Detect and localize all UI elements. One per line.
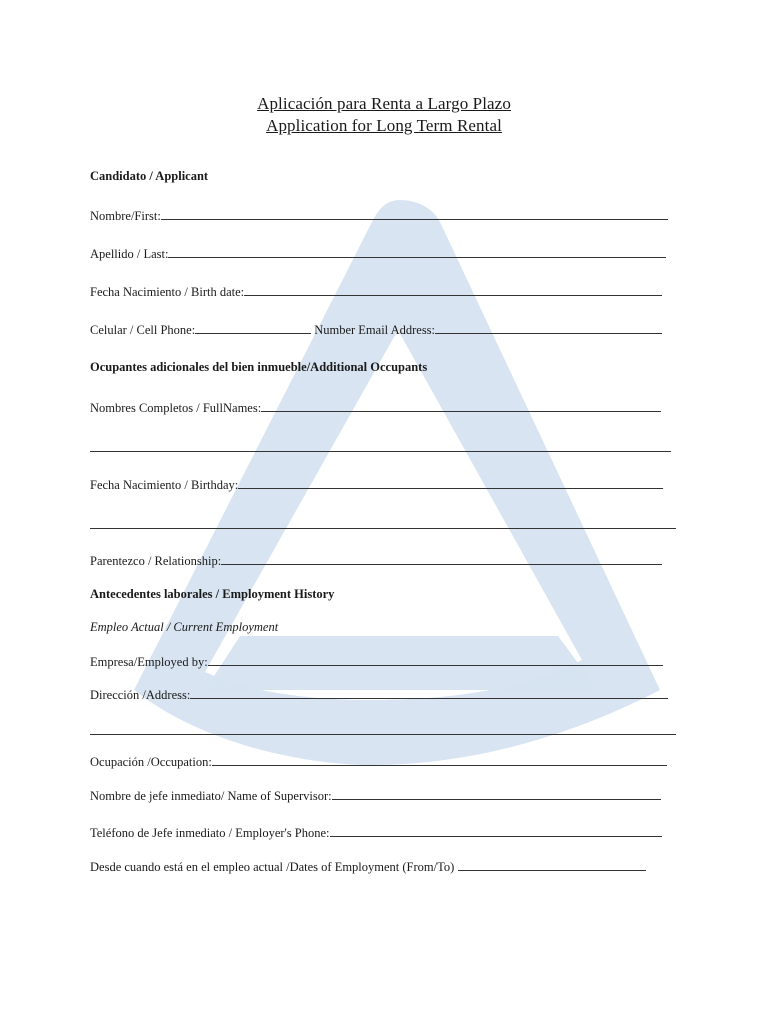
first-name-field: [90, 207, 668, 225]
last-name-input[interactable]: [168, 245, 666, 258]
address-label: Dirección /Address:: [90, 688, 191, 702]
email-label: Number Email Address:: [314, 323, 436, 337]
supervisor-field: [90, 787, 661, 805]
cell-phone-label: Celular / Cell Phone:: [90, 323, 196, 337]
birth-date-field: [90, 283, 662, 301]
birthday-label: Fecha Nacimiento / Birthday:: [90, 478, 239, 492]
subsection-current-employment: Empleo Actual / Current Employment: [90, 620, 279, 634]
relationship-input[interactable]: [221, 552, 662, 565]
relationship-label: Parentezco / Relationship:: [90, 554, 222, 568]
email-input[interactable]: [435, 321, 662, 334]
full-names-input[interactable]: [261, 399, 661, 412]
section-applicant: Candidato / Applicant: [90, 169, 209, 183]
employed-by-label: Empresa/Employed by:: [90, 655, 208, 669]
dates-employment-input[interactable]: [458, 858, 646, 871]
address-extra-line[interactable]: [90, 722, 676, 735]
birthday-extra-line[interactable]: [90, 516, 676, 529]
first-name-input[interactable]: [161, 207, 668, 220]
employed-by-field: [90, 653, 663, 671]
employed-by-input[interactable]: [208, 653, 663, 666]
address-input[interactable]: [190, 686, 668, 699]
occupation-input[interactable]: [212, 753, 667, 766]
title-english: Application for Long Term Rental: [266, 116, 502, 135]
full-names-field: [90, 399, 661, 417]
birth-date-input[interactable]: [244, 283, 662, 296]
employer-phone-label: Teléfono de Jefe inmediato / Employer's Phone:: [90, 826, 330, 840]
first-name-label: Nombre/First:: [90, 209, 161, 223]
section-employment: Antecedentes laborales / Employment History: [90, 587, 335, 601]
last-name-label: Apellido / Last:: [90, 247, 169, 261]
address-field: [90, 686, 668, 704]
cell-phone-input[interactable]: [195, 321, 311, 334]
supervisor-input[interactable]: [332, 787, 661, 800]
employer-phone-field: [90, 824, 662, 842]
dates-employment-field: [90, 858, 646, 876]
last-name-field: [90, 245, 666, 263]
occupation-field: [90, 753, 667, 771]
birth-date-label: Fecha Nacimiento / Birth date:: [90, 285, 245, 299]
dates-employment-label: Desde cuando está en el empleo actual /Dates of Employment (From/To): [90, 860, 455, 874]
birthday-input[interactable]: [238, 476, 663, 489]
birthday-field: [90, 476, 663, 494]
supervisor-label: Nombre de jefe inmediato/ Name of Supervisor:: [90, 789, 332, 803]
phone-email-field: [90, 321, 662, 339]
occupation-label: Ocupación /Occupation:: [90, 755, 212, 769]
full-names-label: Nombres Completos / FullNames:: [90, 401, 262, 415]
section-occupants: Ocupantes adicionales del bien inmueble/Additional Occupants: [90, 360, 428, 374]
title-spanish: Aplicación para Renta a Largo Plazo: [257, 94, 511, 113]
relationship-field: [90, 552, 662, 570]
full-names-extra-line[interactable]: [90, 439, 671, 452]
employer-phone-input[interactable]: [330, 824, 662, 837]
